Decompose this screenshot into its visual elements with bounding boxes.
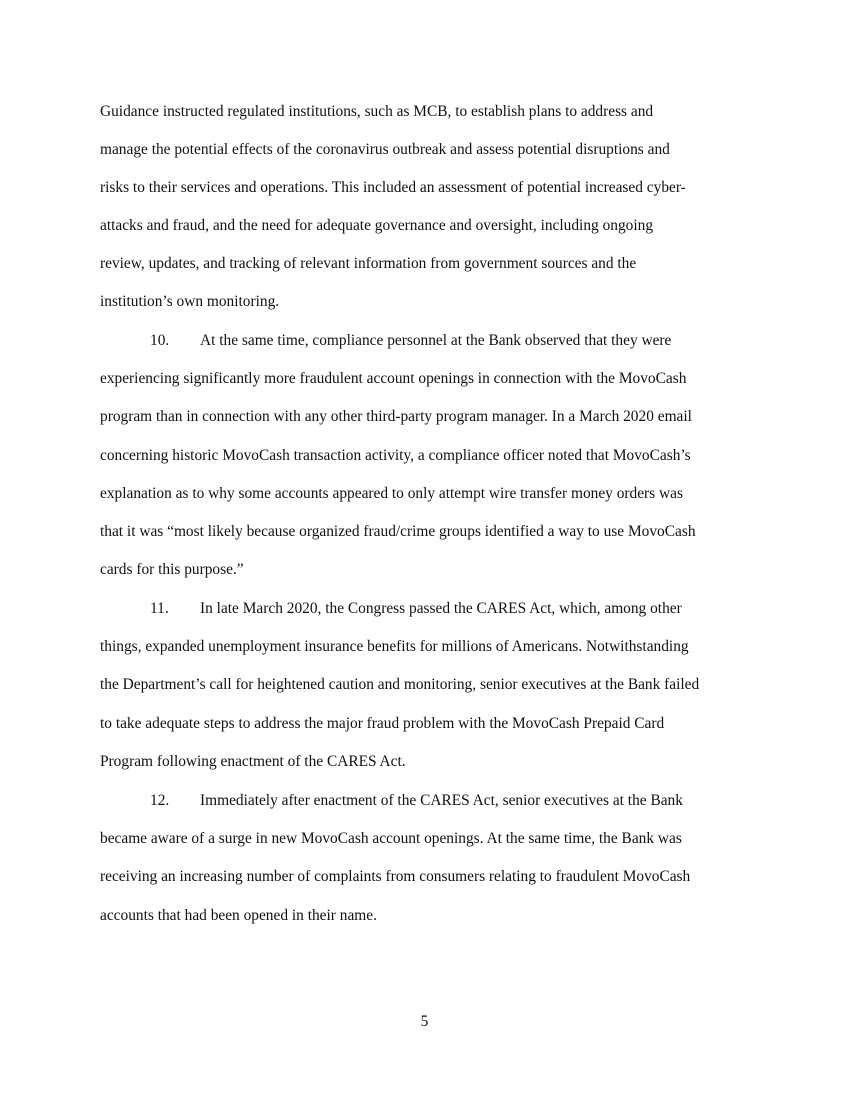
body-text-line: that it was “most likely because organized fraud/crime groups identified a way to use MovoCash — [100, 523, 696, 540]
paragraph-number: 12. — [150, 792, 170, 809]
body-text: Immediately after enactment of the CARES Act, senior executives at the Bank — [200, 792, 683, 809]
body-text-line: program than in connection with any other third-party program manager. In a March 2020 email — [100, 408, 692, 425]
body-text-line: manage the potential effects of the coronavirus outbreak and assess potential disruptions and — [100, 141, 670, 158]
body-text-line: to take adequate steps to address the major fraud problem with the MovoCash Prepaid Card — [100, 715, 665, 732]
body-text-line: Guidance instructed regulated institutions, such as MCB, to establish plans to address and — [100, 103, 654, 120]
body-text-line: risks to their services and operations. This included an assessment of potential increased cyber- — [100, 179, 686, 196]
body-text-line: institution’s own monitoring. — [100, 293, 280, 310]
paragraph-12-first-line — [100, 791, 683, 811]
paragraph-number: 10. — [150, 332, 170, 349]
body-text-line: cards for this purpose.” — [100, 561, 244, 578]
paragraph-11-first-line — [100, 599, 682, 619]
body-text-line: accounts that had been opened in their name. — [100, 907, 377, 924]
body-text-line: Program following enactment of the CARES Act. — [100, 753, 406, 770]
body-text-line: things, expanded unemployment insurance benefits for millions of Americans. Notwithstanding — [100, 638, 689, 655]
page-number: 5 — [420, 1013, 429, 1030]
body-text-line: became aware of a surge in new MovoCash account openings. At the same time, the Bank was — [100, 830, 682, 847]
body-text-line: concerning historic MovoCash transaction activity, a compliance officer noted that MovoCash’s — [100, 447, 691, 464]
paragraph-number: 11. — [150, 600, 169, 617]
body-text-line: attacks and fraud, and the need for adequate governance and oversight, including ongoing — [100, 217, 654, 234]
paragraph-10-first-line — [100, 331, 671, 351]
body-text-line: the Department’s call for heightened caution and monitoring, senior executives at the Bank failed — [100, 676, 700, 693]
body-text: At the same time, compliance personnel at the Bank observed that they were — [200, 332, 672, 349]
body-text-line: experiencing significantly more fraudulent account openings in connection with the MovoCash — [100, 370, 687, 387]
body-text-line: review, updates, and tracking of relevant information from government sources and the — [100, 255, 637, 272]
body-text-line: receiving an increasing number of complaints from consumers relating to fraudulent MovoCash — [100, 868, 691, 885]
body-text: In late March 2020, the Congress passed the CARES Act, which, among other — [200, 600, 682, 617]
body-text-line: explanation as to why some accounts appeared to only attempt wire transfer money orders was — [100, 485, 683, 502]
